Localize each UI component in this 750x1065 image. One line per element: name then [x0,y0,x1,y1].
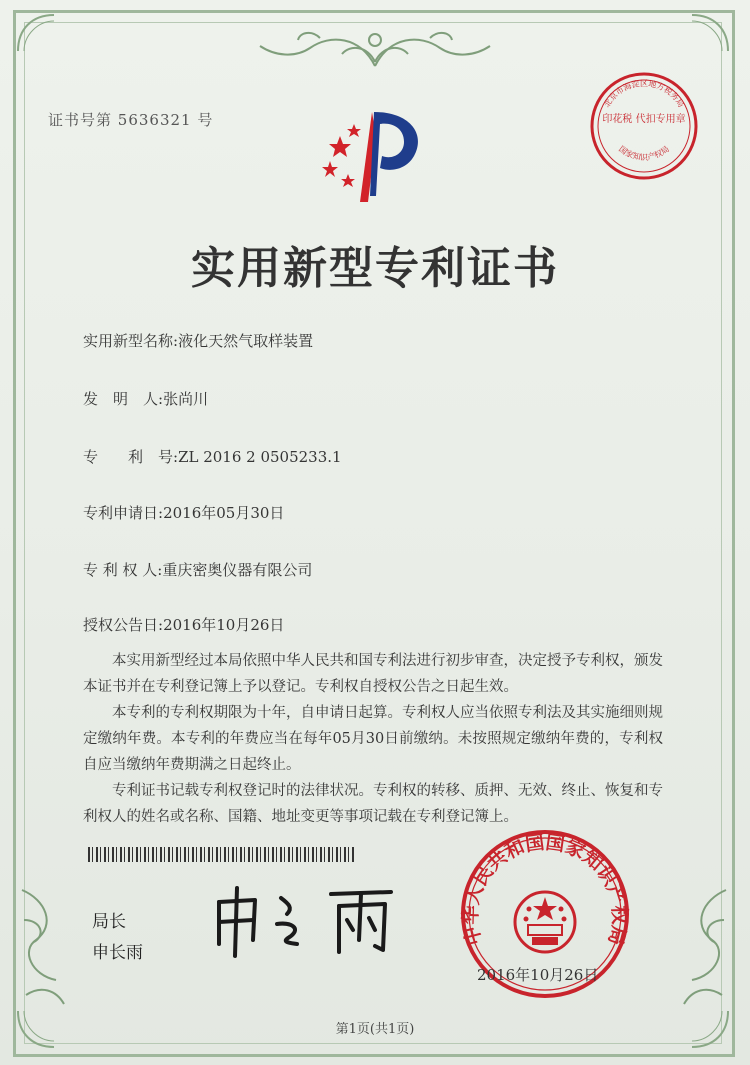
barcode [88,847,356,862]
corner-ornament-top-left [14,11,58,55]
tax-stamp-seal-arc-text: 北京市海淀区地方税务局 [602,79,686,109]
paragraph-term-and-fees: 本专利的专利权期限为十年，自申请日起算。专利权人应当依照专利法及其实施细则规定缴纳年费。本专利的年费应当在每年05月30日前缴纳。未按照规定缴纳年费的，专利权自应当缴纳年费期满之日起终止。 [83,705,663,773]
field-label: 专 利 权 人: [83,561,163,579]
svg-text:国家知识产权局 [617,144,671,161]
field-value: 2016年10月26日 [163,616,285,634]
cnipa-logo-icon [310,106,430,206]
signatory-title: 局长 [92,912,126,932]
field-application-date [83,502,284,523]
right-side-ornament [672,880,732,1010]
tax-stamp-seal [586,68,702,184]
left-side-ornament [16,880,76,1010]
field-inventor [83,388,208,409]
field-value: 液化天然气取样装置 [178,332,314,350]
certificate-number [48,109,213,130]
field-value: 重庆密奥仪器有限公司 [162,561,313,579]
official-seal-text: 中华人民共和国国家知识产权局 [459,831,631,948]
corner-ornament-top-right [688,11,732,55]
field-label: 实用新型名称: [83,332,179,350]
field-patentee [83,559,312,580]
field-value: 张尚川 [163,390,209,408]
field-label: 发 明 人: [83,390,164,408]
certificate-number-value: 5636321 [117,111,192,129]
signatory-name: 申长雨 [92,943,143,963]
certificate-number-label: 证书号第 [48,111,113,129]
certificate-title: 实用新型专利证书 [191,243,559,294]
field-value: 2016年05月30日 [163,504,285,522]
field-label: 专 利 号: [83,448,179,466]
svg-text:中华人民共和国国家知识产权局 [459,832,631,948]
tax-stamp-seal-center-text: 印花税 代扣专用章 [602,114,686,125]
field-label: 专利申请日: [83,504,164,522]
tax-stamp-seal-bottom-text: 国家知识产权局 [617,144,671,162]
paragraph-grant-statement: 本实用新型经过本局依照中华人民共和国专利法进行初步审查，决定授予专利权，颁发本证书并在专利登记簿上予以登记。专利权自授权公告之日起生效。 [83,653,663,695]
field-value: ZL 2016 2 0505233.1 [178,448,342,466]
field-utility-model-name [83,330,313,351]
issue-date: 2016年10月26日 [477,966,599,984]
page-number: 第1页(共1页) [335,1022,415,1037]
field-patent-number [83,446,342,467]
top-ornament [250,26,500,72]
handwritten-signature [205,880,415,960]
paragraph-legal-status: 专利证书记载专利权登记时的法律状况。专利权的转移、质押、无效、终止、恢复和专利权人的姓名或名称、国籍、地址变更等事项记载在专利登记簿上。 [83,783,663,825]
certificate-number-suffix: 号 [197,111,214,129]
field-grant-date [83,614,284,635]
field-label: 授权公告日: [83,616,164,634]
